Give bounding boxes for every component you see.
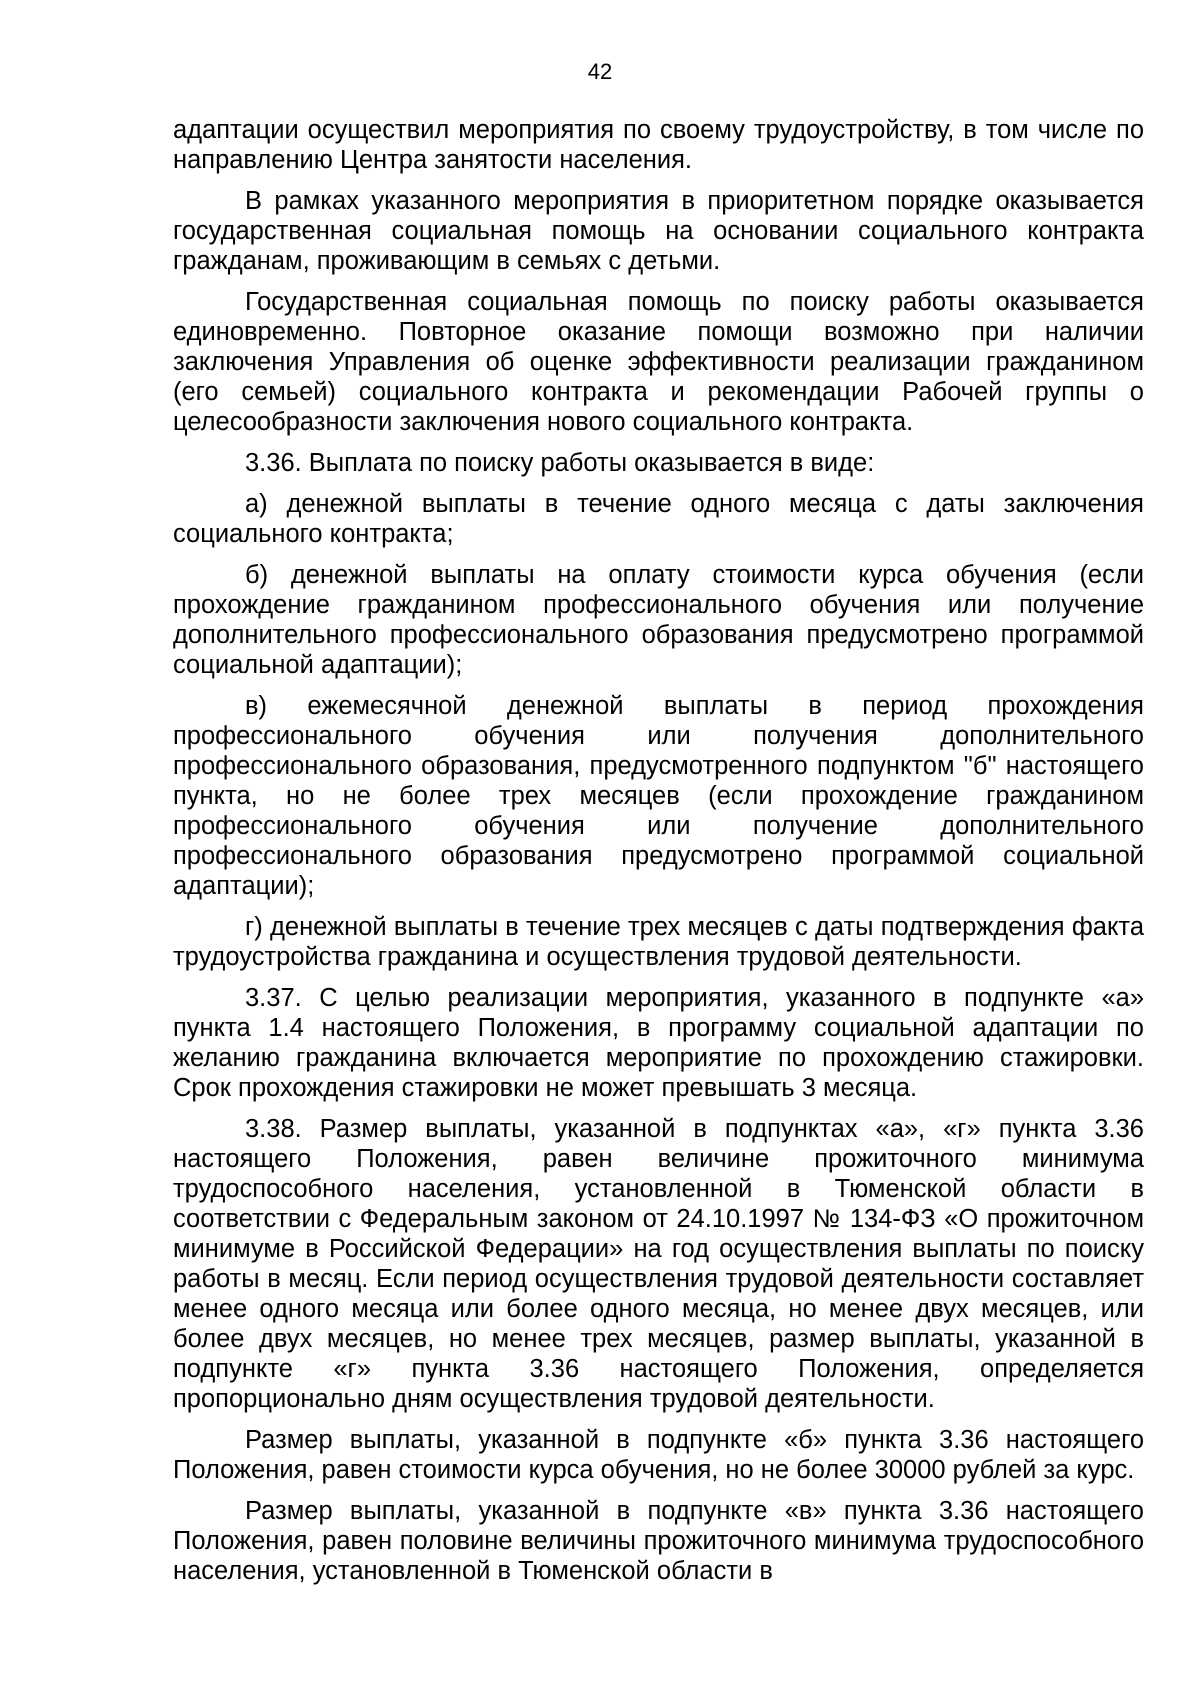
paragraph: В рамках указанного мероприятия в приоритетном порядке оказывается государственная социальная помощь на основании социального контракта гражданам, проживающим в семьях с детьми. [173, 187, 1144, 275]
paragraph: Размер выплаты, указанной в подпункте «б» пункта 3.36 настоящего Положения, равен стоимости курса обучения, но не более 30000 рублей за курс. [173, 1426, 1144, 1484]
section-3-38: 3.38. Размер выплаты, указанной в подпунктах «а», «г» пункта 3.36 настоящего Положения, равен величине прожиточного минимума трудоспособного населения, установленной в Тюменской области в соответствии с Федеральным законом от 24.10.1997 № 134-ФЗ «О прожиточном минимуме в Российской Федерации» на год осуществления выплаты по поиску работы в месяц. Если период осуществления трудовой деятельности составляет менее одного месяца или более одного месяца, но менее двух месяцев, или более двух месяцев, но менее трех месяцев, размер выплаты, указанной в подпункте «г» пункта 3.36 настоящего Положения, определяется пропорционально дням осуществления трудовой деятельности. [173, 1115, 1144, 1413]
section-3-37: 3.37. С целью реализации мероприятия, указанного в подпункте «а» пункта 1.4 настоящего Положения, в программу социальной адаптации по желанию гражданина включается мероприятие по прохождению стажировки. Срок прохождения стажировки не может превышать 3 месяца. [173, 984, 1144, 1102]
page-number: 42 [587, 59, 613, 84]
list-item-g: г) денежной выплаты в течение трех месяцев с даты подтверждения факта трудоустройства гражданина и осуществления трудовой деятельности. [173, 913, 1144, 971]
paragraph-continuation: адаптации осуществил мероприятия по своему трудоустройству, в том числе по направлению Центра занятости населения. [173, 116, 1144, 174]
list-item-v: в) ежемесячной денежной выплаты в период прохождения профессионального обучения или получения дополнительного профессионального образования, предусмотренного подпунктом "б" настоящего пункта, но не более трех месяцев (если прохождение гражданином профессионального обучения или получение дополнительного профессионального образования предусмотрено программой социальной адаптации); [173, 692, 1144, 900]
paragraph: Размер выплаты, указанной в подпункте «в» пункта 3.36 настоящего Положения, равен половине величины прожиточного минимума трудоспособного населения, установленной в Тюменской области в [173, 1497, 1144, 1585]
list-item-b: б) денежной выплаты на оплату стоимости курса обучения (если прохождение гражданином профессионального обучения или получение дополнительного профессионального образования предусмотрено программой социальной адаптации); [173, 561, 1144, 679]
section-heading-3-36: 3.36. Выплата по поиску работы оказывается в виде: [245, 449, 875, 477]
list-item-a: а) денежной выплаты в течение одного месяца с даты заключения социального контракта; [173, 490, 1144, 548]
paragraph: Государственная социальная помощь по поиску работы оказывается единовременно. Повторное оказание помощи возможно при наличии заключения Управления об оценке эффективности реализации гражданином (его семьей) социального контракта и рекомендации Рабочей группы о целесообразности заключения нового социального контракта. [173, 288, 1144, 436]
document-body [173, 115, 1144, 1597]
